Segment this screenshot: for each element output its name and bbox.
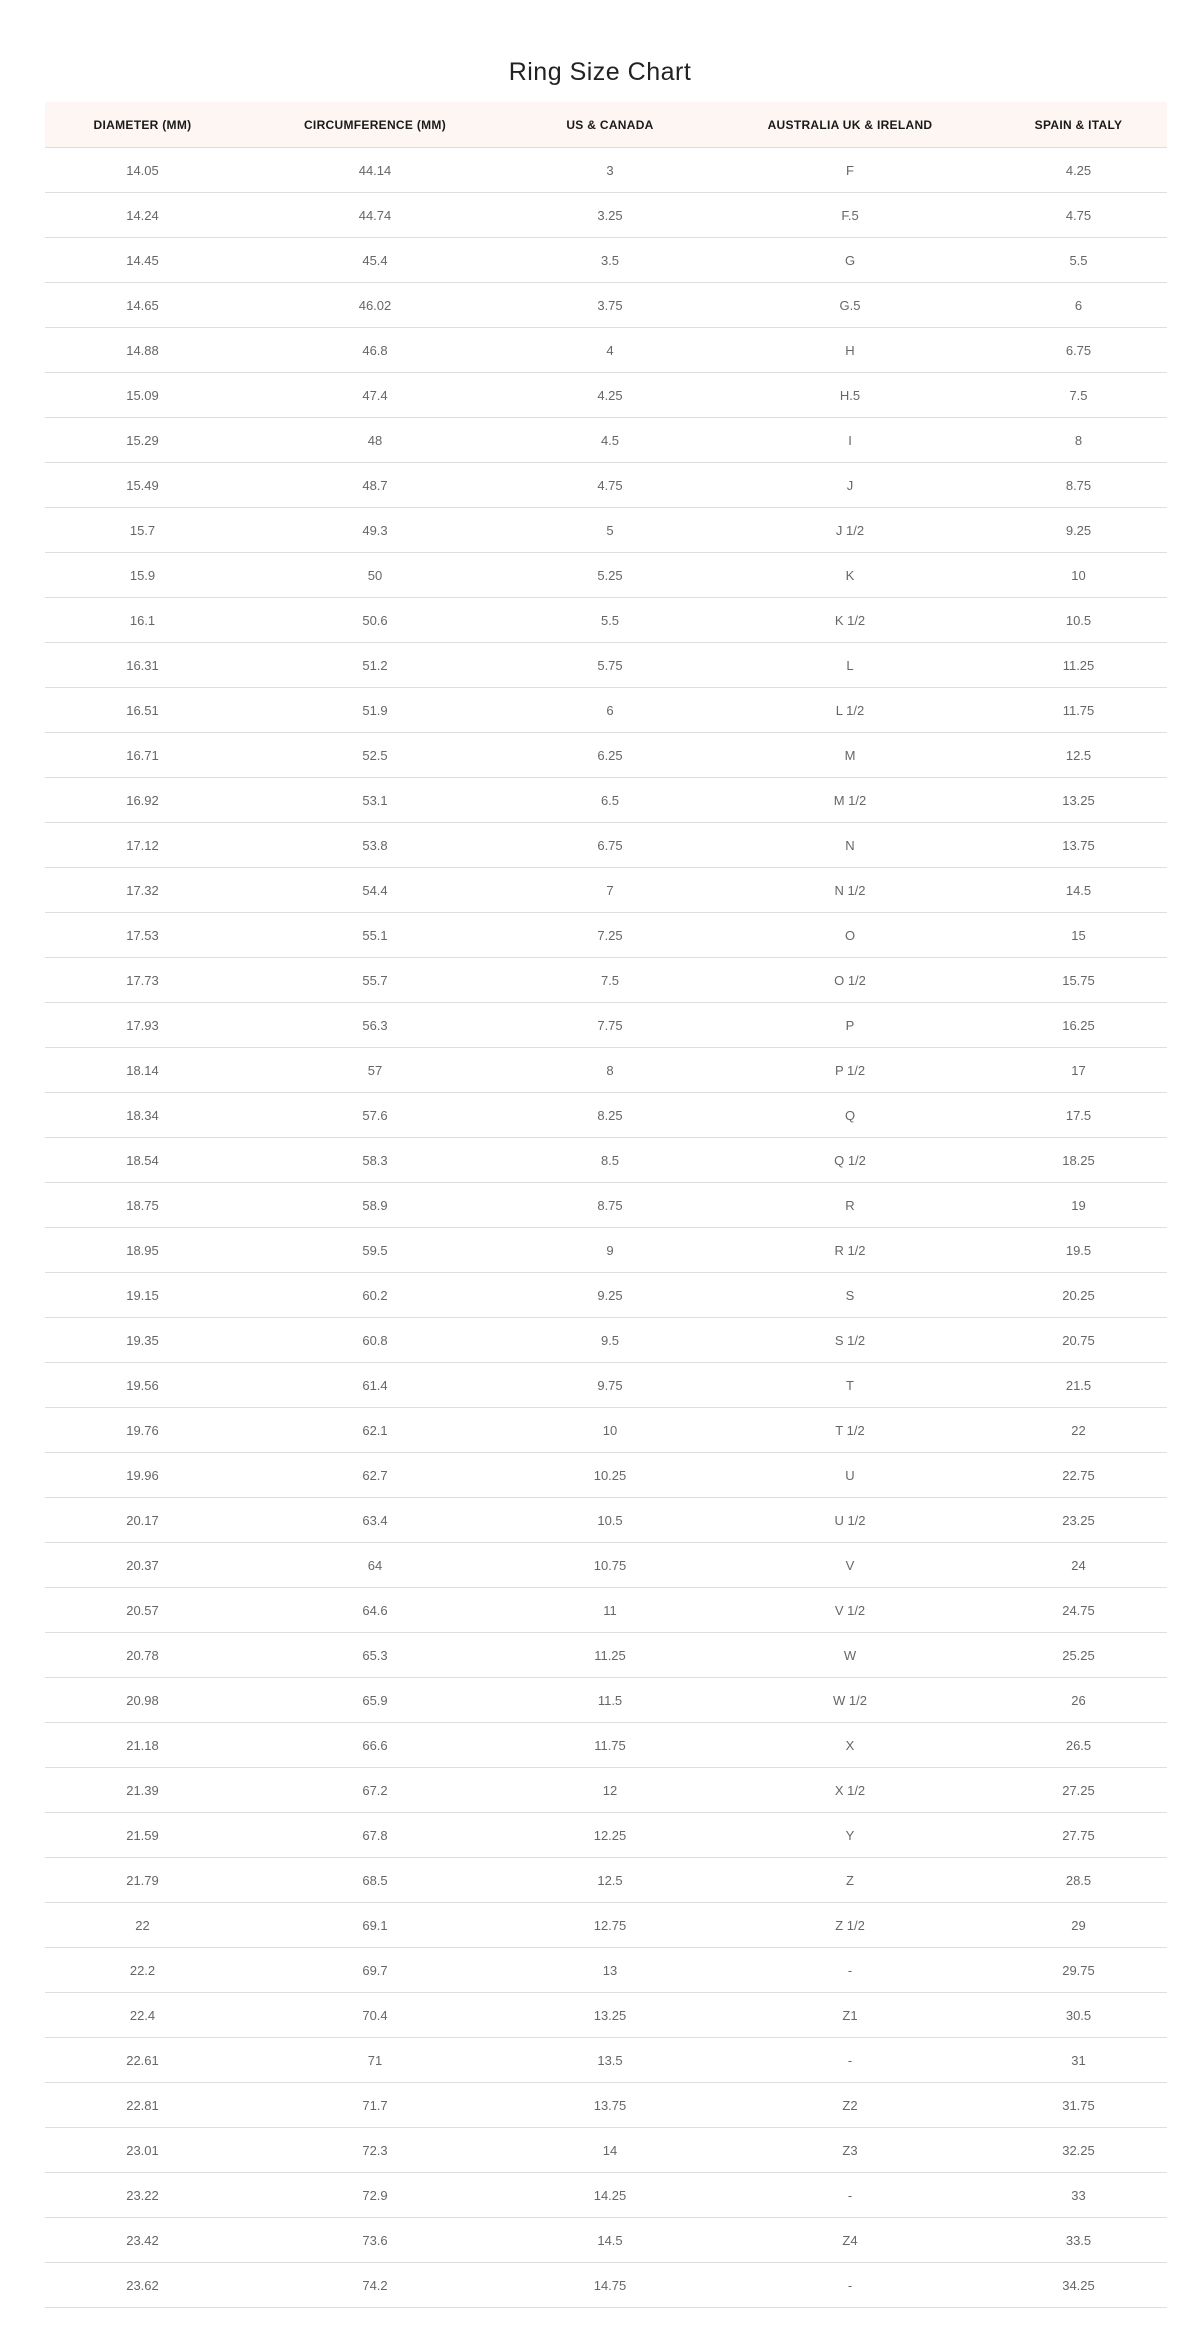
- cell-australia-uk-ireland: N 1/2: [710, 868, 990, 913]
- cell-diameter: 21.59: [45, 1813, 240, 1858]
- cell-circumference: 50.6: [240, 598, 510, 643]
- table-row: [45, 238, 1167, 283]
- cell-australia-uk-ireland: T 1/2: [710, 1408, 990, 1453]
- cell-spain-italy: 27.25: [990, 1768, 1167, 1813]
- cell-circumference: 56.3: [240, 1003, 510, 1048]
- cell-circumference: 57.6: [240, 1093, 510, 1138]
- cell-diameter: 19.35: [45, 1318, 240, 1363]
- table-row: [45, 733, 1167, 778]
- cell-diameter: 22.81: [45, 2083, 240, 2128]
- cell-circumference: 55.1: [240, 913, 510, 958]
- cell-australia-uk-ireland: F: [710, 148, 990, 193]
- cell-australia-uk-ireland: Q 1/2: [710, 1138, 990, 1183]
- table-row: [45, 1453, 1167, 1498]
- table-row: [45, 418, 1167, 463]
- cell-spain-italy: 27.75: [990, 1813, 1167, 1858]
- cell-diameter: 18.75: [45, 1183, 240, 1228]
- cell-spain-italy: 26: [990, 1678, 1167, 1723]
- cell-australia-uk-ireland: V: [710, 1543, 990, 1588]
- table-row: [45, 2218, 1167, 2263]
- cell-spain-italy: 24.75: [990, 1588, 1167, 1633]
- cell-australia-uk-ireland: J: [710, 463, 990, 508]
- table-row: [45, 1768, 1167, 1813]
- cell-diameter: 14.05: [45, 148, 240, 193]
- cell-spain-italy: 4.75: [990, 193, 1167, 238]
- cell-circumference: 53.8: [240, 823, 510, 868]
- cell-diameter: 16.71: [45, 733, 240, 778]
- cell-australia-uk-ireland: W 1/2: [710, 1678, 990, 1723]
- cell-circumference: 59.5: [240, 1228, 510, 1273]
- cell-australia-uk-ireland: I: [710, 418, 990, 463]
- table-row: [45, 1633, 1167, 1678]
- cell-australia-uk-ireland: S 1/2: [710, 1318, 990, 1363]
- cell-us-canada: 9.75: [510, 1363, 710, 1408]
- table-row: [45, 1813, 1167, 1858]
- cell-diameter: 22: [45, 1903, 240, 1948]
- cell-australia-uk-ireland: Z2: [710, 2083, 990, 2128]
- cell-spain-italy: 12.5: [990, 733, 1167, 778]
- cell-us-canada: 3.5: [510, 238, 710, 283]
- table-row: [45, 1678, 1167, 1723]
- cell-spain-italy: 13.75: [990, 823, 1167, 868]
- table-row: [45, 508, 1167, 553]
- cell-us-canada: 4.5: [510, 418, 710, 463]
- cell-spain-italy: 31: [990, 2038, 1167, 2083]
- cell-circumference: 47.4: [240, 373, 510, 418]
- cell-australia-uk-ireland: M 1/2: [710, 778, 990, 823]
- cell-diameter: 22.61: [45, 2038, 240, 2083]
- cell-australia-uk-ireland: O: [710, 913, 990, 958]
- cell-spain-italy: 13.25: [990, 778, 1167, 823]
- table-body: [45, 148, 1167, 2308]
- cell-australia-uk-ireland: -: [710, 2263, 990, 2308]
- table-row: [45, 643, 1167, 688]
- cell-diameter: 15.09: [45, 373, 240, 418]
- cell-circumference: 61.4: [240, 1363, 510, 1408]
- cell-diameter: 15.9: [45, 553, 240, 598]
- table-row: [45, 553, 1167, 598]
- cell-spain-italy: 18.25: [990, 1138, 1167, 1183]
- cell-spain-italy: 20.75: [990, 1318, 1167, 1363]
- cell-diameter: 17.73: [45, 958, 240, 1003]
- table-row: [45, 823, 1167, 868]
- cell-circumference: 65.3: [240, 1633, 510, 1678]
- cell-us-canada: 12: [510, 1768, 710, 1813]
- cell-spain-italy: 15: [990, 913, 1167, 958]
- cell-diameter: 15.49: [45, 463, 240, 508]
- cell-australia-uk-ireland: K 1/2: [710, 598, 990, 643]
- cell-australia-uk-ireland: J 1/2: [710, 508, 990, 553]
- cell-us-canada: 8.25: [510, 1093, 710, 1138]
- cell-diameter: 20.78: [45, 1633, 240, 1678]
- ring-size-table: [45, 102, 1167, 2308]
- cell-us-canada: 6: [510, 688, 710, 733]
- cell-spain-italy: 10.5: [990, 598, 1167, 643]
- cell-australia-uk-ireland: F.5: [710, 193, 990, 238]
- cell-us-canada: 11.75: [510, 1723, 710, 1768]
- cell-diameter: 20.98: [45, 1678, 240, 1723]
- cell-us-canada: 12.75: [510, 1903, 710, 1948]
- cell-australia-uk-ireland: R: [710, 1183, 990, 1228]
- cell-diameter: 19.96: [45, 1453, 240, 1498]
- table-row: [45, 958, 1167, 1003]
- cell-circumference: 62.7: [240, 1453, 510, 1498]
- cell-australia-uk-ireland: G.5: [710, 283, 990, 328]
- cell-spain-italy: 17.5: [990, 1093, 1167, 1138]
- cell-us-canada: 9.25: [510, 1273, 710, 1318]
- cell-circumference: 46.02: [240, 283, 510, 328]
- cell-australia-uk-ireland: L: [710, 643, 990, 688]
- cell-australia-uk-ireland: W: [710, 1633, 990, 1678]
- cell-spain-italy: 6.75: [990, 328, 1167, 373]
- cell-us-canada: 13.5: [510, 2038, 710, 2083]
- cell-diameter: 16.92: [45, 778, 240, 823]
- cell-circumference: 52.5: [240, 733, 510, 778]
- table-row: [45, 148, 1167, 193]
- cell-diameter: 18.14: [45, 1048, 240, 1093]
- cell-spain-italy: 10: [990, 553, 1167, 598]
- column-header-spain-italy: SPAIN & ITALY: [990, 102, 1167, 148]
- cell-circumference: 69.7: [240, 1948, 510, 1993]
- cell-australia-uk-ireland: X: [710, 1723, 990, 1768]
- cell-us-canada: 12.25: [510, 1813, 710, 1858]
- cell-diameter: 20.17: [45, 1498, 240, 1543]
- cell-spain-italy: 9.25: [990, 508, 1167, 553]
- cell-diameter: 15.29: [45, 418, 240, 463]
- cell-australia-uk-ireland: Z3: [710, 2128, 990, 2173]
- cell-diameter: 20.37: [45, 1543, 240, 1588]
- cell-spain-italy: 28.5: [990, 1858, 1167, 1903]
- cell-spain-italy: 8: [990, 418, 1167, 463]
- cell-spain-italy: 19.5: [990, 1228, 1167, 1273]
- cell-circumference: 50: [240, 553, 510, 598]
- column-header-diameter: DIAMETER (MM): [45, 102, 240, 148]
- cell-us-canada: 11: [510, 1588, 710, 1633]
- cell-circumference: 58.3: [240, 1138, 510, 1183]
- cell-spain-italy: 4.25: [990, 148, 1167, 193]
- cell-us-canada: 14.5: [510, 2218, 710, 2263]
- table-row: [45, 868, 1167, 913]
- table-row: [45, 1003, 1167, 1048]
- table-row: [45, 373, 1167, 418]
- cell-diameter: 20.57: [45, 1588, 240, 1633]
- table-row: [45, 2038, 1167, 2083]
- cell-circumference: 54.4: [240, 868, 510, 913]
- cell-us-canada: 8: [510, 1048, 710, 1093]
- table-row: [45, 2173, 1167, 2218]
- table-row: [45, 1093, 1167, 1138]
- cell-spain-italy: 8.75: [990, 463, 1167, 508]
- table-row: [45, 463, 1167, 508]
- cell-australia-uk-ireland: L 1/2: [710, 688, 990, 733]
- cell-us-canada: 8.75: [510, 1183, 710, 1228]
- cell-diameter: 15.7: [45, 508, 240, 553]
- cell-australia-uk-ireland: H: [710, 328, 990, 373]
- cell-circumference: 67.2: [240, 1768, 510, 1813]
- cell-australia-uk-ireland: H.5: [710, 373, 990, 418]
- cell-circumference: 69.1: [240, 1903, 510, 1948]
- cell-diameter: 19.76: [45, 1408, 240, 1453]
- table-row: [45, 1048, 1167, 1093]
- cell-us-canada: 3: [510, 148, 710, 193]
- cell-spain-italy: 19: [990, 1183, 1167, 1228]
- cell-us-canada: 7.5: [510, 958, 710, 1003]
- cell-spain-italy: 31.75: [990, 2083, 1167, 2128]
- table-row: [45, 1408, 1167, 1453]
- cell-spain-italy: 29.75: [990, 1948, 1167, 1993]
- cell-australia-uk-ireland: G: [710, 238, 990, 283]
- table-row: [45, 193, 1167, 238]
- cell-spain-italy: 6: [990, 283, 1167, 328]
- cell-australia-uk-ireland: P 1/2: [710, 1048, 990, 1093]
- cell-australia-uk-ireland: Z: [710, 1858, 990, 1903]
- cell-spain-italy: 33: [990, 2173, 1167, 2218]
- cell-us-canada: 11.25: [510, 1633, 710, 1678]
- cell-us-canada: 13.75: [510, 2083, 710, 2128]
- cell-spain-italy: 33.5: [990, 2218, 1167, 2263]
- cell-circumference: 48: [240, 418, 510, 463]
- cell-spain-italy: 21.5: [990, 1363, 1167, 1408]
- column-header-australia-uk-ireland: AUSTRALIA UK & IRELAND: [710, 102, 990, 148]
- cell-circumference: 51.2: [240, 643, 510, 688]
- cell-australia-uk-ireland: -: [710, 1948, 990, 1993]
- cell-us-canada: 5.75: [510, 643, 710, 688]
- cell-circumference: 53.1: [240, 778, 510, 823]
- table-row: [45, 2128, 1167, 2173]
- cell-circumference: 64.6: [240, 1588, 510, 1633]
- column-header-us-canada: US & CANADA: [510, 102, 710, 148]
- cell-circumference: 66.6: [240, 1723, 510, 1768]
- cell-us-canada: 8.5: [510, 1138, 710, 1183]
- cell-us-canada: 10: [510, 1408, 710, 1453]
- cell-australia-uk-ireland: Z4: [710, 2218, 990, 2263]
- cell-spain-italy: 29: [990, 1903, 1167, 1948]
- cell-spain-italy: 30.5: [990, 1993, 1167, 2038]
- cell-us-canada: 14.75: [510, 2263, 710, 2308]
- cell-spain-italy: 32.25: [990, 2128, 1167, 2173]
- cell-australia-uk-ireland: O 1/2: [710, 958, 990, 1003]
- cell-diameter: 22.4: [45, 1993, 240, 2038]
- table-row: [45, 1183, 1167, 1228]
- cell-diameter: 16.51: [45, 688, 240, 733]
- cell-spain-italy: 16.25: [990, 1003, 1167, 1048]
- cell-diameter: 21.18: [45, 1723, 240, 1768]
- table-row: [45, 1318, 1167, 1363]
- cell-diameter: 17.32: [45, 868, 240, 913]
- cell-spain-italy: 20.25: [990, 1273, 1167, 1318]
- cell-australia-uk-ireland: P: [710, 1003, 990, 1048]
- cell-us-canada: 10.5: [510, 1498, 710, 1543]
- cell-us-canada: 9.5: [510, 1318, 710, 1363]
- cell-circumference: 73.6: [240, 2218, 510, 2263]
- cell-us-canada: 14.25: [510, 2173, 710, 2218]
- cell-circumference: 58.9: [240, 1183, 510, 1228]
- table-row: [45, 1588, 1167, 1633]
- table-row: [45, 1993, 1167, 2038]
- cell-spain-italy: 22.75: [990, 1453, 1167, 1498]
- table-row: [45, 283, 1167, 328]
- cell-us-canada: 13.25: [510, 1993, 710, 2038]
- cell-australia-uk-ireland: X 1/2: [710, 1768, 990, 1813]
- cell-us-canada: 7.25: [510, 913, 710, 958]
- cell-diameter: 18.34: [45, 1093, 240, 1138]
- table-row: [45, 1543, 1167, 1588]
- cell-spain-italy: 7.5: [990, 373, 1167, 418]
- cell-diameter: 17.12: [45, 823, 240, 868]
- cell-circumference: 44.74: [240, 193, 510, 238]
- cell-circumference: 72.9: [240, 2173, 510, 2218]
- cell-us-canada: 3.25: [510, 193, 710, 238]
- cell-circumference: 57: [240, 1048, 510, 1093]
- cell-us-canada: 14: [510, 2128, 710, 2173]
- table-row: [45, 1723, 1167, 1768]
- table-row: [45, 2263, 1167, 2308]
- cell-us-canada: 6.75: [510, 823, 710, 868]
- cell-diameter: 19.15: [45, 1273, 240, 1318]
- table-row: [45, 913, 1167, 958]
- cell-circumference: 44.14: [240, 148, 510, 193]
- cell-circumference: 72.3: [240, 2128, 510, 2173]
- cell-circumference: 71.7: [240, 2083, 510, 2128]
- cell-australia-uk-ireland: T: [710, 1363, 990, 1408]
- cell-australia-uk-ireland: M: [710, 733, 990, 778]
- cell-diameter: 17.93: [45, 1003, 240, 1048]
- cell-circumference: 45.4: [240, 238, 510, 283]
- cell-us-canada: 5.25: [510, 553, 710, 598]
- cell-spain-italy: 25.25: [990, 1633, 1167, 1678]
- cell-circumference: 68.5: [240, 1858, 510, 1903]
- cell-diameter: 14.24: [45, 193, 240, 238]
- cell-us-canada: 4: [510, 328, 710, 373]
- table-row: [45, 1363, 1167, 1408]
- table-header: [45, 102, 1167, 148]
- cell-spain-italy: 22: [990, 1408, 1167, 1453]
- cell-circumference: 62.1: [240, 1408, 510, 1453]
- cell-circumference: 49.3: [240, 508, 510, 553]
- cell-circumference: 63.4: [240, 1498, 510, 1543]
- cell-diameter: 21.39: [45, 1768, 240, 1813]
- page-title: Ring Size Chart: [508, 58, 692, 86]
- table-row: [45, 1858, 1167, 1903]
- cell-diameter: 18.54: [45, 1138, 240, 1183]
- table-row: [45, 1903, 1167, 1948]
- cell-diameter: 23.01: [45, 2128, 240, 2173]
- cell-diameter: 16.1: [45, 598, 240, 643]
- cell-australia-uk-ireland: Q: [710, 1093, 990, 1138]
- cell-us-canada: 6.25: [510, 733, 710, 778]
- table-row: [45, 688, 1167, 733]
- cell-diameter: 14.88: [45, 328, 240, 373]
- cell-diameter: 23.22: [45, 2173, 240, 2218]
- cell-circumference: 55.7: [240, 958, 510, 1003]
- table-row: [45, 1273, 1167, 1318]
- cell-circumference: 64: [240, 1543, 510, 1588]
- table-row: [45, 1948, 1167, 1993]
- cell-circumference: 60.2: [240, 1273, 510, 1318]
- header-row: [45, 102, 1167, 148]
- cell-spain-italy: 15.75: [990, 958, 1167, 1003]
- cell-us-canada: 9: [510, 1228, 710, 1273]
- cell-australia-uk-ireland: U: [710, 1453, 990, 1498]
- cell-circumference: 60.8: [240, 1318, 510, 1363]
- cell-australia-uk-ireland: -: [710, 2173, 990, 2218]
- table-row: [45, 1228, 1167, 1273]
- cell-diameter: 22.2: [45, 1948, 240, 1993]
- cell-spain-italy: 5.5: [990, 238, 1167, 283]
- cell-us-canada: 5: [510, 508, 710, 553]
- cell-us-canada: 10.25: [510, 1453, 710, 1498]
- cell-us-canada: 10.75: [510, 1543, 710, 1588]
- table-row: [45, 1138, 1167, 1183]
- cell-circumference: 70.4: [240, 1993, 510, 2038]
- cell-circumference: 71: [240, 2038, 510, 2083]
- cell-us-canada: 11.5: [510, 1678, 710, 1723]
- cell-australia-uk-ireland: U 1/2: [710, 1498, 990, 1543]
- cell-australia-uk-ireland: K: [710, 553, 990, 598]
- cell-us-canada: 4.25: [510, 373, 710, 418]
- table-row: [45, 1498, 1167, 1543]
- cell-us-canada: 5.5: [510, 598, 710, 643]
- cell-circumference: 46.8: [240, 328, 510, 373]
- cell-diameter: 17.53: [45, 913, 240, 958]
- cell-diameter: 19.56: [45, 1363, 240, 1408]
- cell-spain-italy: 11.75: [990, 688, 1167, 733]
- cell-australia-uk-ireland: -: [710, 2038, 990, 2083]
- cell-circumference: 48.7: [240, 463, 510, 508]
- cell-australia-uk-ireland: Y: [710, 1813, 990, 1858]
- cell-spain-italy: 11.25: [990, 643, 1167, 688]
- cell-us-canada: 4.75: [510, 463, 710, 508]
- cell-spain-italy: 14.5: [990, 868, 1167, 913]
- cell-diameter: 14.65: [45, 283, 240, 328]
- cell-us-canada: 3.75: [510, 283, 710, 328]
- cell-diameter: 23.42: [45, 2218, 240, 2263]
- cell-circumference: 51.9: [240, 688, 510, 733]
- cell-us-canada: 12.5: [510, 1858, 710, 1903]
- cell-spain-italy: 17: [990, 1048, 1167, 1093]
- table-row: [45, 598, 1167, 643]
- cell-us-canada: 6.5: [510, 778, 710, 823]
- cell-us-canada: 7.75: [510, 1003, 710, 1048]
- cell-us-canada: 7: [510, 868, 710, 913]
- table-row: [45, 2083, 1167, 2128]
- column-header-circumference: CIRCUMFERENCE (MM): [240, 102, 510, 148]
- cell-spain-italy: 23.25: [990, 1498, 1167, 1543]
- cell-diameter: 23.62: [45, 2263, 240, 2308]
- cell-australia-uk-ireland: R 1/2: [710, 1228, 990, 1273]
- cell-diameter: 18.95: [45, 1228, 240, 1273]
- cell-australia-uk-ireland: V 1/2: [710, 1588, 990, 1633]
- cell-spain-italy: 26.5: [990, 1723, 1167, 1768]
- cell-australia-uk-ireland: N: [710, 823, 990, 868]
- cell-diameter: 21.79: [45, 1858, 240, 1903]
- cell-spain-italy: 34.25: [990, 2263, 1167, 2308]
- cell-australia-uk-ireland: Z1: [710, 1993, 990, 2038]
- cell-australia-uk-ireland: Z 1/2: [710, 1903, 990, 1948]
- cell-spain-italy: 24: [990, 1543, 1167, 1588]
- table-row: [45, 778, 1167, 823]
- cell-australia-uk-ireland: S: [710, 1273, 990, 1318]
- table-row: [45, 328, 1167, 373]
- cell-diameter: 16.31: [45, 643, 240, 688]
- cell-circumference: 74.2: [240, 2263, 510, 2308]
- cell-circumference: 67.8: [240, 1813, 510, 1858]
- cell-us-canada: 13: [510, 1948, 710, 1993]
- cell-diameter: 14.45: [45, 238, 240, 283]
- cell-circumference: 65.9: [240, 1678, 510, 1723]
